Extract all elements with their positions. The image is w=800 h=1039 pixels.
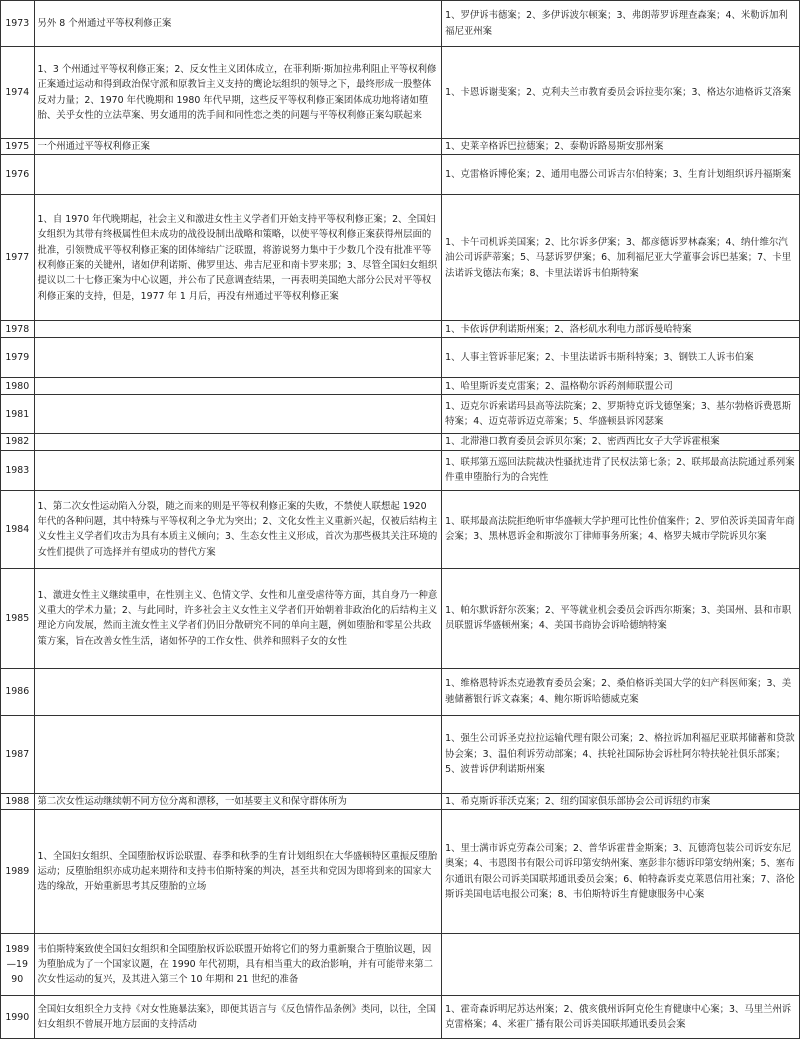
events-cell: [34, 155, 442, 195]
events-cell: 1、自 1970 年代晚期起，社会主义和激进女性主义学者们开始支持平等权利修正案；2、全国妇女组织为其带有终极属性但未成功的战役设制出战略和策略，以使平等权利修正案获得州层面的批准，引领赞成平等权利修正案的团体缔结广泛联盟，将游说努力集中于少数几个没有批准平等权利修正案的关键州，诸如伊利诺斯、佛罗里达、弗吉尼亚和南卡罗来那；3、尽管全国妇女组织提议以二十七修正案为中心议题，并公布了民意调查结果，一再表明美国绝大部分公民对平等权利修正案的支持，但是，1977 年 1 月后，再没有州通过平等权利修正案: [34, 195, 442, 321]
year-cell: 1985: [1, 568, 35, 668]
events-cell: 一个州通过平等权利修正案: [34, 139, 442, 155]
table-row: [1, 195, 800, 321]
cases-cell: 1、罗伊诉韦德案；2、多伊诉波尔顿案；3、弗朗蒂罗诉理查森案；4、米勒诉加利福尼亚州案: [442, 1, 800, 47]
table-row: [1, 934, 800, 996]
table-row: [1, 668, 800, 715]
cases-cell: 1、卡依诉伊利诺斯州案；2、洛杉矶水利电力部诉曼哈特案: [442, 321, 800, 338]
events-cell: [34, 321, 442, 338]
cases-cell: 1、霍奇森诉明尼苏达州案；2、俄亥俄州诉阿克伦生育健康中心案；3、马里兰州诉克雷格案；4、米霍广播有限公司诉美国联邦通讯委员会案: [442, 996, 800, 1039]
table-row: [1, 793, 800, 809]
cases-cell: 1、人事主管诉菲尼案；2、卡里法诺诉韦斯科特案；3、钢铁工人诉韦伯案: [442, 338, 800, 378]
table-row: [1, 139, 800, 155]
table-row: [1, 996, 800, 1039]
year-cell: 1980: [1, 378, 35, 395]
table-row: [1, 338, 800, 378]
year-cell: 1974: [1, 47, 35, 139]
year-cell: 1977: [1, 195, 35, 321]
cases-cell: 1、联邦最高法院拒绝听审华盛顿大学护理可比性价值案件；2、罗伯茨诉美国青年商会案；3、黑林恩诉金和斯波尔丁律师事务所案；4、格罗夫城市学院诉贝尔案: [442, 490, 800, 568]
cases-cell: 1、帕尔默诉舒尔茨案；2、平等就业机会委员会诉西尔斯案；3、美国州、县和市职员联盟诉华盛顿州案；4、美国书商协会诉哈德纳特案: [442, 568, 800, 668]
events-cell: [34, 668, 442, 715]
cases-cell: 1、卡午司机诉美国案；2、比尔诉多伊案；3、都彦德诉罗林森案；4、纳什维尔汽油公司诉萨蒂案；5、马瑟诉罗伊案；6、加利福尼亚大学董事会诉巴基案；7、卡里法诺诉戈德法布案；8、卡里法诺诉韦伯斯特案: [442, 195, 800, 321]
table-row: [1, 321, 800, 338]
events-cell: [34, 450, 442, 490]
events-cell: 第二次女性运动继续朝不同方位分离和漂移，一如基要主义和保守群体所为: [34, 793, 442, 809]
cases-cell: 1、联邦第五巡回法院裁决性骚扰违背了民权法第七条；2、联邦最高法院通过系列案件重申堕胎行为的合宪性: [442, 450, 800, 490]
year-cell: 1989: [1, 810, 35, 934]
events-cell: 韦伯斯特案致使全国妇女组织和全国堕胎权诉讼联盟开始将它们的努力重新聚合于堕胎议题，因为堕胎成为了一个国家议题，在 1990 年代初期，具有相当重大的政治影响，并有可能带来第二次女性运动的复兴，及其进入第三个 10 年期和 21 世纪的准备: [34, 934, 442, 996]
table-row: [1, 378, 800, 395]
events-cell: [34, 378, 442, 395]
events-cell: 1、全国妇女组织、全国堕胎权诉讼联盟、春季和秋季的生育计划组织在大华盛顿特区重振反堕胎运动；反堕胎组织亦成功起来期待和支持韦伯斯特案的判决，甚至共和党因为即将到来的国家大选的缘故，开始重新思考其反堕胎的立场: [34, 810, 442, 934]
events-cell: [34, 395, 442, 434]
year-cell: 1984: [1, 490, 35, 568]
table-row: [1, 490, 800, 568]
table-row: [1, 450, 800, 490]
events-cell: 全国妇女组织全力支持《对女性施暴法案》，即便其语言与《反色情作品条例》类同，以往，全国妇女组织不曾展开地方层面的支持活动: [34, 996, 442, 1039]
cases-cell: 1、卡恩诉谢斐案；2、克利夫兰市教育委员会诉拉斐尔案；3、格达尔迪格诉艾洛案: [442, 47, 800, 139]
table-body: [1, 1, 800, 1039]
year-cell: 1983: [1, 450, 35, 490]
cases-cell: 1、哈里斯诉麦克雷案；2、温格勒尔诉药剂师联盟公司: [442, 378, 800, 395]
table-row: [1, 810, 800, 934]
table-row: [1, 434, 800, 450]
table-row: [1, 568, 800, 668]
events-cell: 另外 8 个州通过平等权利修正案: [34, 1, 442, 47]
year-cell: 1981: [1, 395, 35, 434]
year-cell: 1990: [1, 996, 35, 1039]
table-row: [1, 155, 800, 195]
year-cell: 1982: [1, 434, 35, 450]
cases-cell: 1、希克斯诉菲沃克案；2、纽约国家俱乐部协会公司诉纽约市案: [442, 793, 800, 809]
table-row: [1, 395, 800, 434]
year-cell: 1986: [1, 668, 35, 715]
cases-cell: 1、北滞港口教育委员会诉贝尔案；2、密西西比女子大学诉霍根案: [442, 434, 800, 450]
table-row: [1, 715, 800, 793]
cases-cell: 1、迈克尔诉索诺玛县高等法院案；2、罗斯特克诉戈德堡案；3、基尔勃格诉费恩斯特案；4、迈克蒂诉迈克蒂案；5、华盛顿县诉冈瑟案: [442, 395, 800, 434]
year-cell: 1987: [1, 715, 35, 793]
events-cell: [34, 715, 442, 793]
year-cell: 1975: [1, 139, 35, 155]
table-row: [1, 47, 800, 139]
events-cell: 1、第二次女性运动陷入分裂，随之而来的则是平等权利修正案的失败，不禁使人联想起 1920 年代的各种问题，其中特殊与平等权利之争尤为突出；2、文化女性主义重新兴起，仅被后结构主义女性主义学者们攻击为具有本质主义倾向；3、生态女性主义形成，首次为那些极其关注环境的女性们提供了可选择并有望成功的替代方案: [34, 490, 442, 568]
year-cell: 1988: [1, 793, 35, 809]
events-cell: [34, 338, 442, 378]
events-cell: 1、激进女性主义继续重申，在性别主义、色情文学、女性和儿童受虐待等方面，其自身乃一种意义重大的学术力量；2、与此同时，许多社会主义女性主义学者们开始朝着非政治化的后结构主义理论方向发展，然而主流女性主义学者们仍旧分散研究不同的单向主题，例如堕胎和零星公共政策方案，旨在改善女性生活，诸如怀孕的工作女性、供养和照料子女的女性: [34, 568, 442, 668]
cases-cell: 1、里士满市诉克劳森公司案；2、普华诉霍普金斯案；3、瓦德湾包装公司诉安东尼奥案；4、韦恩图书有限公司诉印第安纳州案、塞彭非尔德诉印第安纳州案；5、塞布尔通讯有限公司诉美国联邦通讯委员会案；6、帕特森诉麦克莱恩信用社案；7、洛伦斯诉美国电话电报公司案；8、韦伯斯特诉生育健康服务中心案: [442, 810, 800, 934]
year-cell: 1979: [1, 338, 35, 378]
events-cell: [34, 434, 442, 450]
events-cell: 1、3 个州通过平等权利修正案；2、反女性主义团体成立，在菲利斯·斯加拉弗利阻止平等权利修正案通过运动和得到政治保守派和原教旨主义支持的鹰论坛组织的领导之下，最终形成一股整体反对力量；2、1970 年代晚期和 1980 年代早期，这些反平等权利修正案团体成功地将诸如堕胎、关乎女性的立法草案、男女通用的洗手间和同性恋之类的问题与平等权利修正案勾联起来: [34, 47, 442, 139]
cases-cell: 1、史莱辛格诉巴拉德案；2、泰勒诉路易斯安那州案: [442, 139, 800, 155]
cases-cell: 1、克雷格诉博伦案；2、通用电器公司诉吉尔伯特案；3、生育计划组织诉丹福斯案: [442, 155, 800, 195]
year-cell: 1989—1990: [1, 934, 35, 996]
cases-cell: 1、维格恩特诉杰克逊教育委员会案；2、桑伯格诉美国大学的妇产科医师案；3、美驰储蓄银行诉文森案；4、鲍尔斯诉哈德威克案: [442, 668, 800, 715]
table-row: [1, 1, 800, 47]
cases-cell: [442, 934, 800, 996]
year-cell: 1976: [1, 155, 35, 195]
cases-cell: 1、强生公司诉圣克拉拉运输代理有限公司案；2、格拉诉加利福尼亚联邦储蓄和贷款协会案；3、温伯利诉劳动部案；4、扶轮社国际协会诉杜阿尔特扶轮社俱乐部案；5、波普诉伊利诺斯州案: [442, 715, 800, 793]
year-cell: 1973: [1, 1, 35, 47]
year-cell: 1978: [1, 321, 35, 338]
